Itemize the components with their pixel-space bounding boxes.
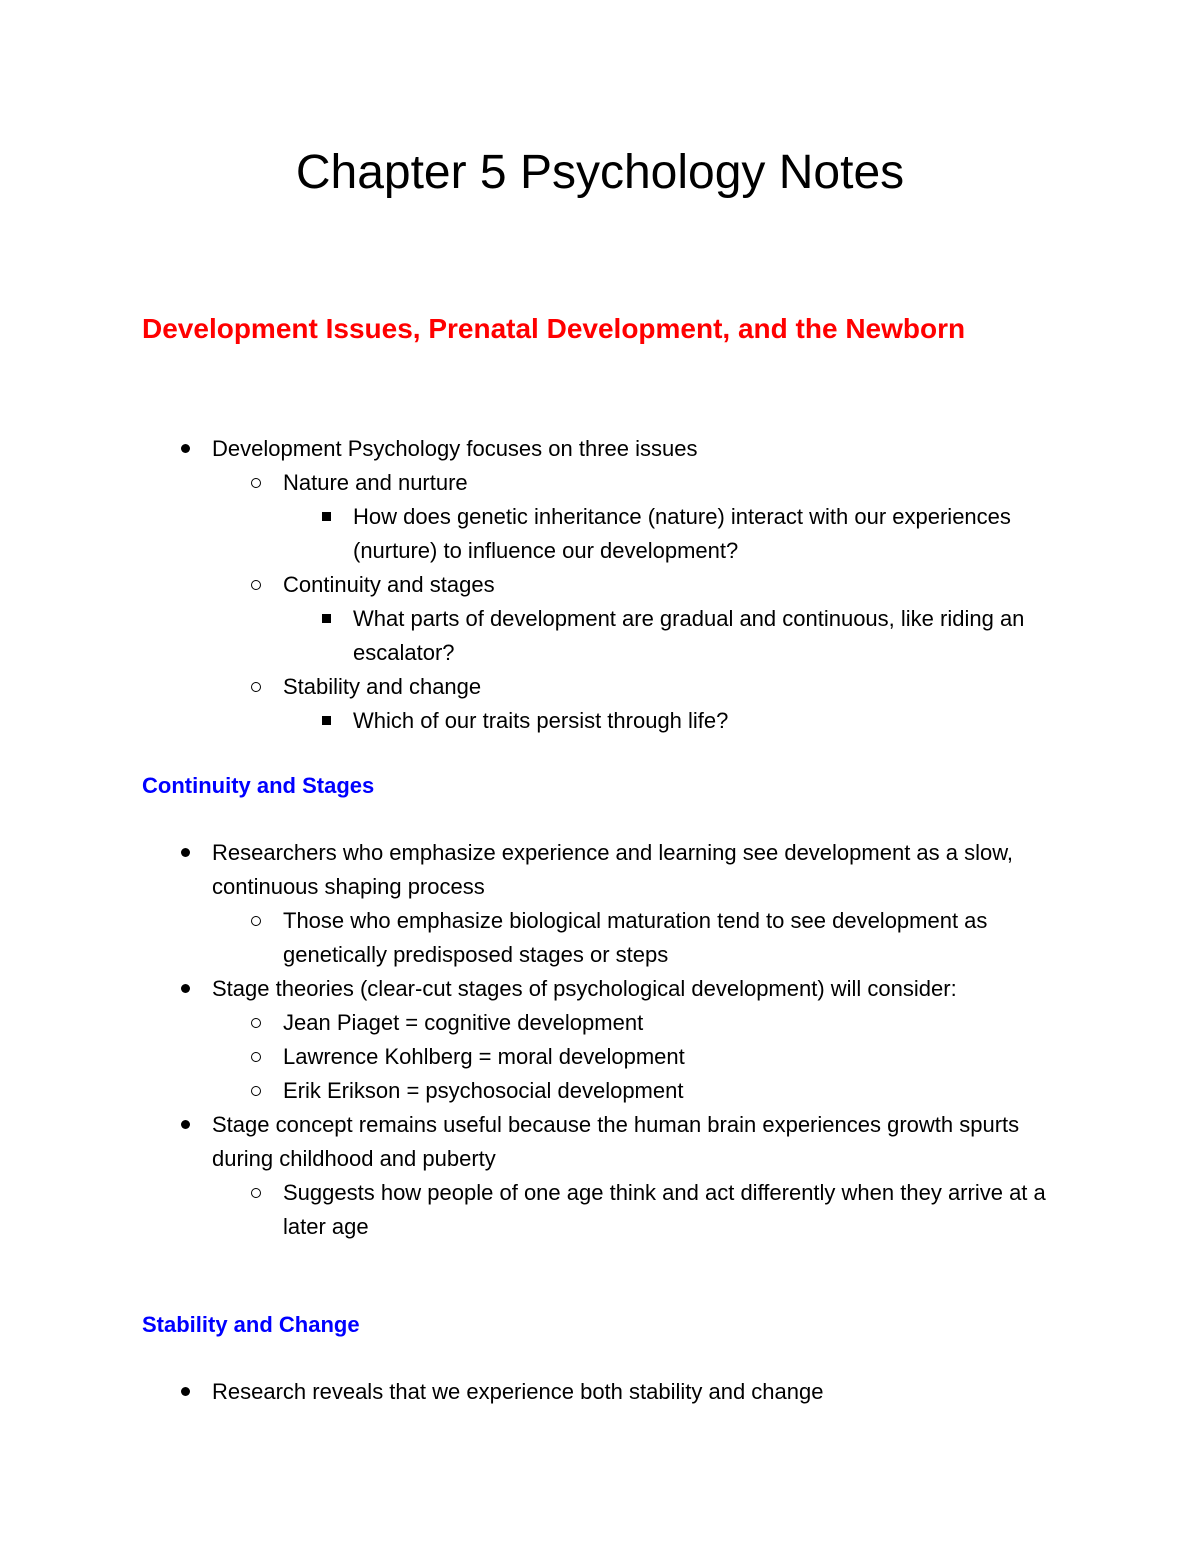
square-bullet-icon: [316, 602, 336, 636]
list-item: [0, 836, 1072, 904]
list-item-text: Nature and nurture: [283, 470, 468, 495]
list-item: [0, 972, 1072, 1006]
hollow-circle-bullet-icon: [246, 904, 266, 938]
list-item-text: Stage theories (clear-cut stages of psychological development) will consider:: [212, 976, 957, 1001]
list-item-text: Stage concept remains useful because the human brain experiences growth spurts during childhood and puberty: [212, 1112, 1020, 1171]
list-item-text: How does genetic inheritance (nature) interact with our experiences (nurture) to influence our development?: [353, 504, 1011, 563]
list-item-text: Development Psychology focuses on three issues: [212, 436, 698, 461]
list-item: [0, 904, 1083, 972]
list-item: [0, 1108, 1072, 1176]
list-item: [0, 1040, 1083, 1074]
list-item: [0, 704, 1053, 738]
list-item: [0, 602, 1053, 670]
list-item: [0, 432, 1072, 466]
filled-circle-bullet-icon: [175, 1108, 195, 1142]
list-item-text: Researchers who emphasize experience and learning see development as a slow, continuous shaping process: [212, 840, 1014, 899]
list-item-text: Stability and change: [283, 674, 482, 699]
hollow-circle-bullet-icon: [246, 1074, 266, 1108]
list-item-text: Jean Piaget = cognitive development: [283, 1010, 644, 1035]
hollow-circle-bullet-icon: [246, 1040, 266, 1074]
hollow-circle-bullet-icon: [246, 670, 266, 704]
list-item: [0, 670, 1083, 704]
list-item-text: Research reveals that we experience both stability and change: [212, 1379, 824, 1404]
filled-circle-bullet-icon: [175, 972, 195, 1006]
square-bullet-icon: [316, 500, 336, 534]
list-item: [0, 466, 1083, 500]
list-item-text: Erik Erikson = psychosocial development: [283, 1078, 684, 1103]
filled-circle-bullet-icon: [175, 836, 195, 870]
list-item-text: Lawrence Kohlberg = moral development: [283, 1044, 685, 1069]
continuity-and-stages-list: [0, 836, 1083, 1244]
square-bullet-icon: [316, 704, 336, 738]
development-issues-list: [0, 432, 1083, 738]
list-item-text: Continuity and stages: [283, 572, 495, 597]
list-item-text: Those who emphasize biological maturation tend to see development as genetically predisposed stages or steps: [283, 908, 988, 967]
list-item: [0, 1074, 1083, 1108]
hollow-circle-bullet-icon: [246, 1176, 266, 1210]
list-item: [0, 568, 1083, 602]
section-heading-development-issues: Development Issues, Prenatal Development, and the Newborn: [142, 313, 966, 344]
section-heading-continuity-and-stages: Continuity and Stages: [142, 773, 375, 798]
document-title: Chapter 5 Psychology Notes: [295, 146, 905, 199]
list-item: [0, 1375, 1072, 1409]
hollow-circle-bullet-icon: [246, 1006, 266, 1040]
list-item: [0, 500, 1053, 568]
filled-circle-bullet-icon: [175, 1375, 195, 1409]
hollow-circle-bullet-icon: [246, 466, 266, 500]
filled-circle-bullet-icon: [175, 432, 195, 466]
stability-and-change-list: [0, 1375, 1072, 1409]
section-heading-stability-and-change: Stability and Change: [142, 1312, 360, 1337]
list-item-text: Suggests how people of one age think and act differently when they arrive at a later age: [283, 1180, 1046, 1239]
hollow-circle-bullet-icon: [246, 568, 266, 602]
list-item-text: Which of our traits persist through life?: [353, 708, 729, 733]
list-item: [0, 1176, 1083, 1244]
list-item: [0, 1006, 1083, 1040]
list-item-text: What parts of development are gradual and continuous, like riding an escalator?: [353, 606, 1025, 665]
